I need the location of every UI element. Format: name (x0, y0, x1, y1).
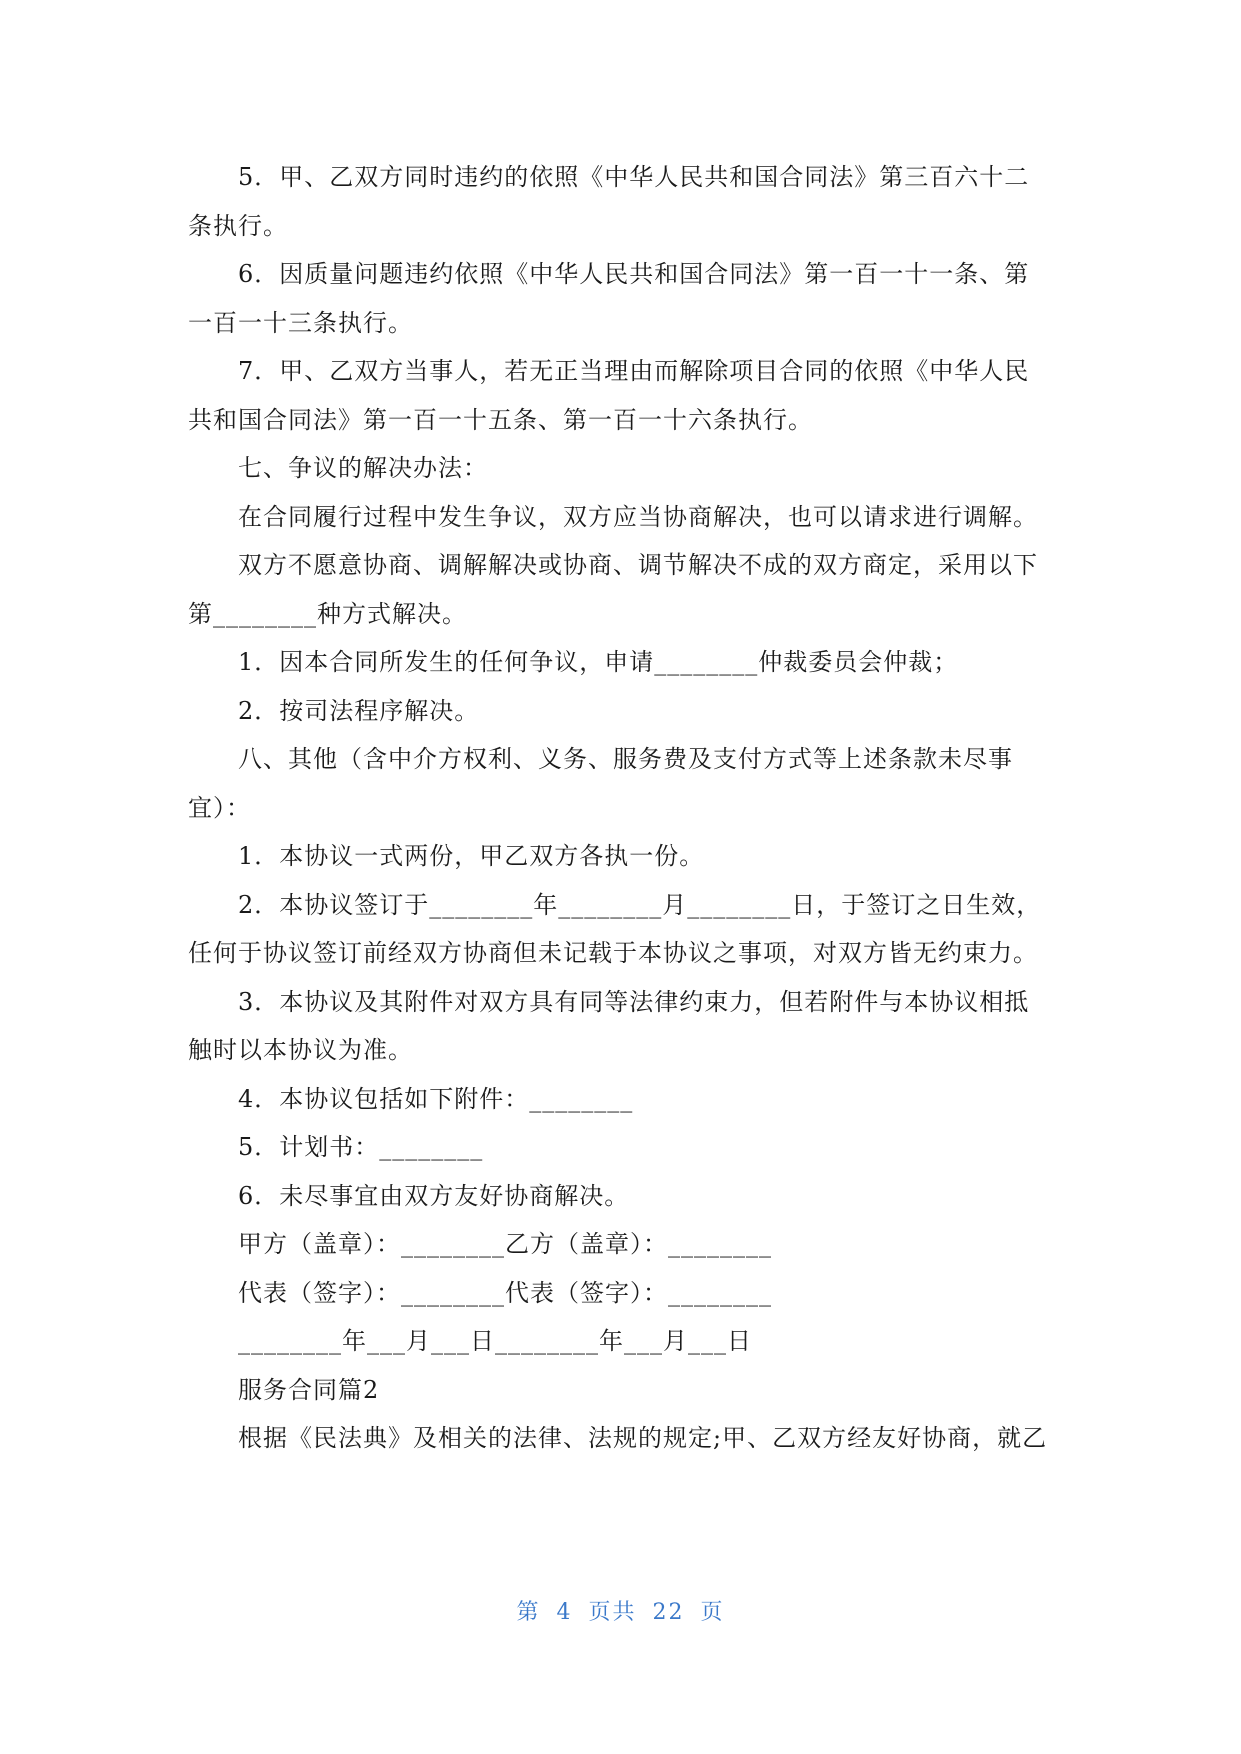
total-pages-number: 22 (652, 1600, 685, 1625)
paragraph-civil-code-intro: 根据《民法典》及相关的法律、法规的规定;甲、乙双方经友好协商，就乙 (238, 1424, 1048, 1452)
paragraph-plan: 5．计划书：________ (238, 1133, 484, 1161)
paragraph-judicial-procedure: 2．按司法程序解决。 (238, 696, 480, 725)
paragraph-dispute-method: 双方不愿意协商、调解解决或协商、调节解决不成的双方商定，采用以下第________种方式解决。 (188, 551, 1038, 628)
signature-line-seal: 甲方（盖章）：________乙方（盖章）：________ (238, 1230, 772, 1258)
paragraph-dispute-negotiation: 在合同履行过程中发生争议，双方应当协商解决，也可以请求进行调解。 (238, 502, 1038, 531)
section-title-service-contract-2: 服务合同篇2 (238, 1375, 380, 1404)
page-label-mid: 页共 (588, 1600, 637, 1625)
signature-line-representative: 代表（签字）：________代表（签字）：________ (238, 1278, 772, 1307)
page-number-footer (0, 1595, 1241, 1626)
signature-line-date: ________年___月___日________年___月___日 (238, 1327, 752, 1355)
document-body (188, 153, 1054, 1463)
paragraph-unresolved-matters: 6．未尽事宜由双方友好协商解决。 (238, 1181, 630, 1210)
paragraph-breach-both-parties: 5．甲、乙双方同时违约的依照《中华人民共和国合同法》第三百六十二条执行。 (188, 163, 1030, 240)
paragraph-signing-date: 2．本协议签订于________年________月________日，于签订之日生效，任何于协议签订前经双方协商但未记载于本协议之事项，对双方皆无约束力。 (188, 890, 1042, 967)
paragraph-arbitration: 1．因本合同所发生的任何争议，申请________仲裁委员会仲裁； (238, 648, 959, 676)
paragraph-attachments-list: 4．本协议包括如下附件：________ (238, 1084, 634, 1113)
section-heading-other: 八、其他（含中介方权利、义务、服务费及支付方式等上述条款未尽事宜）： (188, 745, 1013, 822)
section-heading-dispute-resolution: 七、争议的解决办法： (238, 454, 488, 482)
page-label-suffix: 页 (700, 1600, 725, 1625)
paragraph-attachments-validity: 3．本协议及其附件对双方具有同等法律约束力，但若附件与本协议相抵触时以本协议为准。 (188, 987, 1030, 1064)
page-label-prefix: 第 (516, 1600, 541, 1625)
current-page-number: 4 (556, 1600, 573, 1625)
paragraph-two-copies: 1．本协议一式两份，甲乙双方各执一份。 (238, 842, 705, 870)
paragraph-quality-breach: 6．因质量问题违约依照《中华人民共和国合同法》第一百一十一条、第一百一十三条执行。 (188, 260, 1030, 337)
paragraph-contract-termination: 7．甲、乙双方当事人，若无正当理由而解除项目合同的依照《中华人民共和国合同法》第一百一十五条、第一百一十六条执行。 (188, 357, 1030, 434)
